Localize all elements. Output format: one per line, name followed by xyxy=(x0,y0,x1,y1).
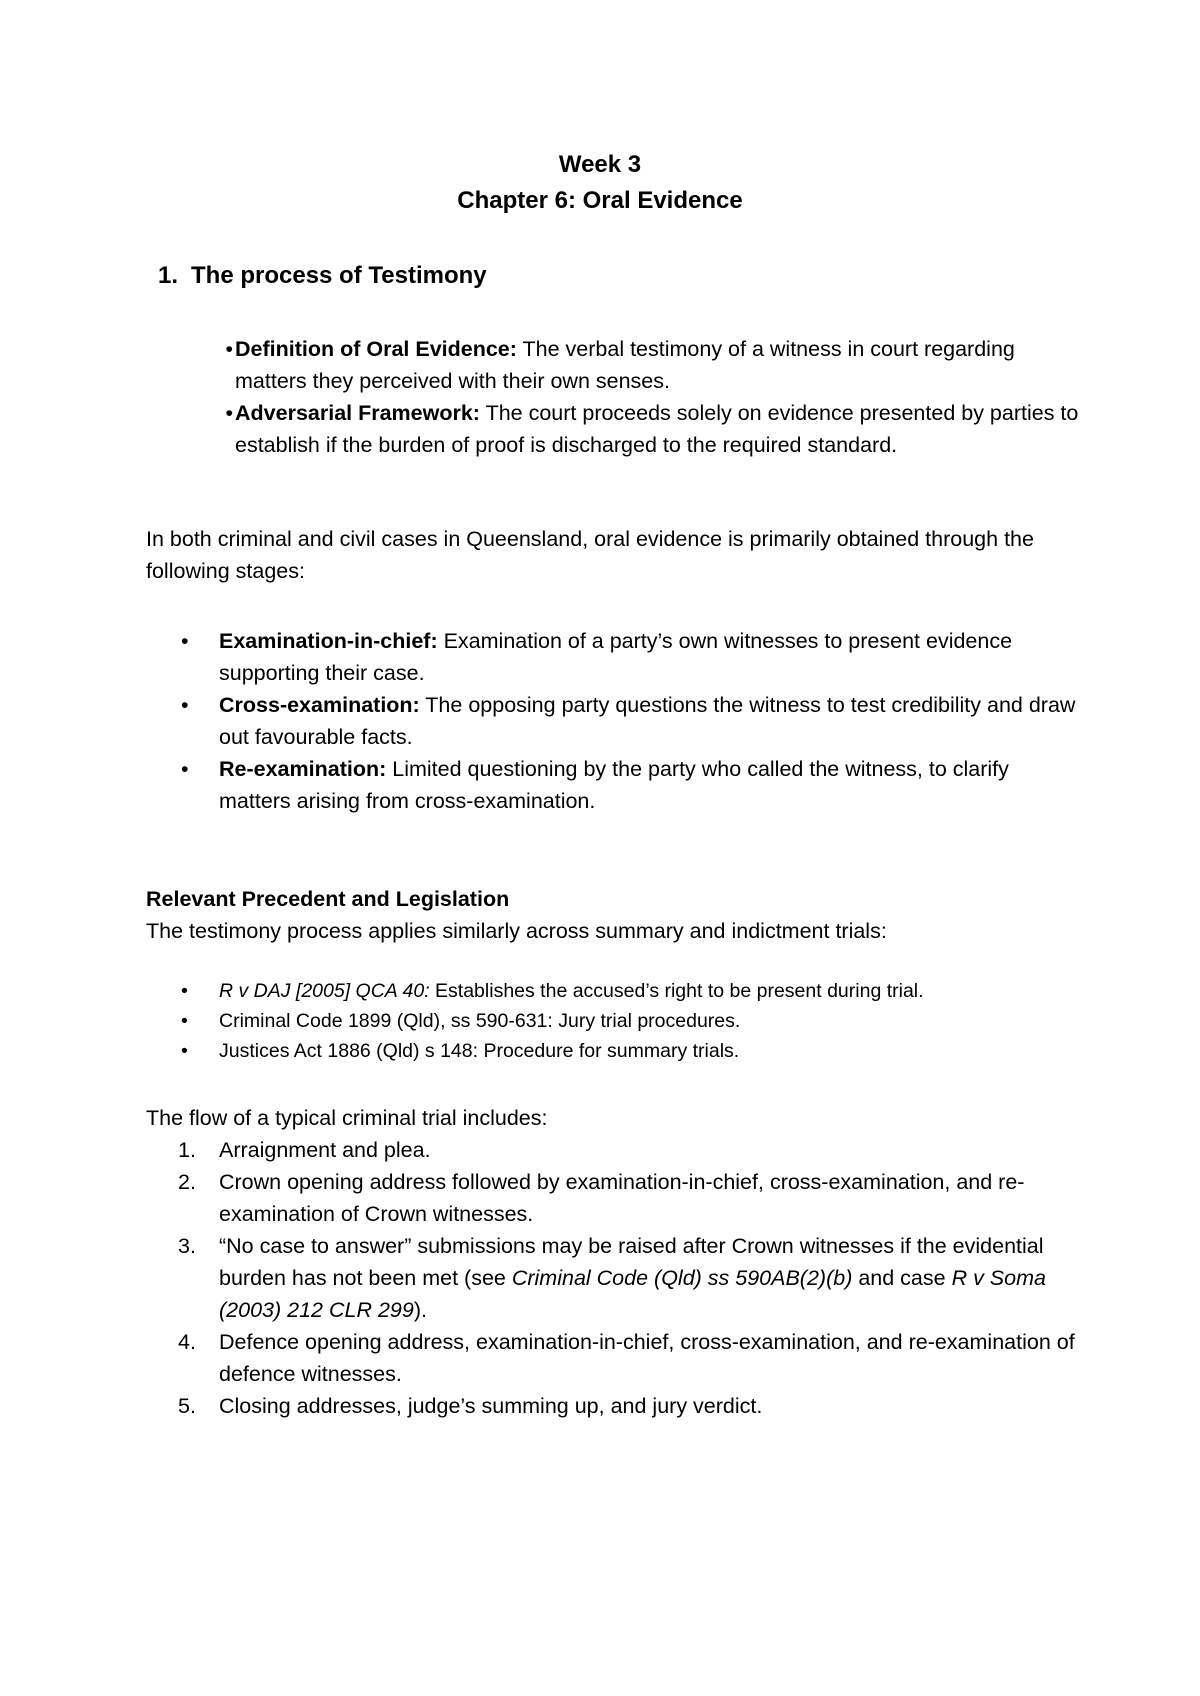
list-item xyxy=(0,1166,1200,1230)
chapter-title: Chapter 6: Oral Evidence xyxy=(457,187,743,214)
list-item xyxy=(0,689,1200,753)
list-item xyxy=(0,625,1200,689)
flow-intro: The flow of a typical criminal trial includes: xyxy=(146,1106,548,1130)
list-item xyxy=(0,1390,1200,1422)
item-number: 5. xyxy=(178,1394,196,1418)
precedent-intro: The testimony process applies similarly across summary and indictment trials: xyxy=(146,919,887,943)
list-item xyxy=(0,976,1200,1006)
definition-term: Definition of Oral Evidence: xyxy=(235,337,517,361)
list-item xyxy=(0,397,1200,461)
bullet-icon: • xyxy=(181,757,189,781)
bullet-icon: • xyxy=(181,1010,188,1032)
list-item xyxy=(0,753,1200,817)
stage-text: Examination of a party’s own witnesses to present evidence supporting their case. xyxy=(219,629,1013,685)
flow-text: Closing addresses, judge’s summing up, and jury verdict. xyxy=(219,1394,763,1418)
section-title: The process of Testimony xyxy=(191,262,487,289)
item-number: 2. xyxy=(178,1170,196,1194)
list-item xyxy=(0,1134,1200,1166)
precedent-heading: Relevant Precedent and Legislation xyxy=(146,887,510,911)
case-citation: R v DAJ [2005] QCA 40: xyxy=(219,980,430,1002)
stages-list xyxy=(0,625,1200,817)
week-title: Week 3 xyxy=(558,151,642,178)
stage-text: The opposing party questions the witness to test credibility and draw out favourable facts. xyxy=(219,693,1076,749)
bullet-icon: • xyxy=(225,337,233,361)
precedent-text: Criminal Code 1899 (Qld), ss 590-631: Jury trial procedures. xyxy=(219,1010,741,1032)
definition-text: The court proceeds solely on evidence presented by parties to establish if the burden of proof is discharged to the required standard. xyxy=(235,401,1079,457)
section-number: 1. xyxy=(158,262,179,289)
stage-term: Re-examination: xyxy=(219,757,387,781)
bullet-icon: • xyxy=(181,629,189,653)
definition-text: The verbal testimony of a witness in court regarding matters they perceived with their own senses. xyxy=(235,337,1015,393)
trial-flow-list xyxy=(0,1134,1200,1422)
precedent-list xyxy=(0,976,1200,1066)
list-item xyxy=(0,1326,1200,1390)
flow-text: ). xyxy=(413,1298,427,1322)
precedent-text: Justices Act 1886 (Qld) s 148: Procedure for summary trials. xyxy=(219,1040,740,1062)
flow-text: “No case to answer” submissions may be raised after Crown witnesses if the evidential burden has not been met (see xyxy=(219,1234,1044,1290)
list-item xyxy=(0,333,1200,397)
bullet-icon: • xyxy=(181,980,188,1002)
bullet-icon: • xyxy=(181,1040,188,1062)
stage-term: Cross-examination: xyxy=(219,693,420,717)
bullet-icon: • xyxy=(181,693,189,717)
flow-text: and case xyxy=(852,1266,952,1290)
flow-text: Crown opening address followed by examination-in-chief, cross-examination, and re-examination of Crown witnesses. xyxy=(219,1170,1025,1226)
stage-term: Examination-in-chief: xyxy=(219,629,438,653)
definition-term: Adversarial Framework: xyxy=(235,401,480,425)
list-item xyxy=(0,1036,1200,1066)
flow-text: Arraignment and plea. xyxy=(219,1138,431,1162)
list-item xyxy=(0,1006,1200,1036)
precedent-text: Establishes the accused’s right to be present during trial. xyxy=(429,980,924,1002)
item-number: 1. xyxy=(178,1138,196,1162)
list-item xyxy=(0,1230,1200,1326)
statute-citation: Criminal Code (Qld) ss 590AB(2)(b) xyxy=(511,1266,853,1290)
item-number: 4. xyxy=(178,1330,196,1354)
section-heading xyxy=(158,261,487,291)
stage-text: Limited questioning by the party who called the witness, to clarify matters arising from cross-examination. xyxy=(219,757,1009,813)
case-citation: R v Soma (2003) 212 CLR 299 xyxy=(219,1266,1046,1322)
definitions-list xyxy=(0,333,1200,461)
item-number: 3. xyxy=(178,1234,196,1258)
stages-intro: In both criminal and civil cases in Queensland, oral evidence is primarily obtained through the following stages: xyxy=(146,527,1034,583)
bullet-icon: • xyxy=(225,401,233,425)
flow-text: Defence opening address, examination-in-chief, cross-examination, and re-examination of defence witnesses. xyxy=(219,1330,1075,1386)
